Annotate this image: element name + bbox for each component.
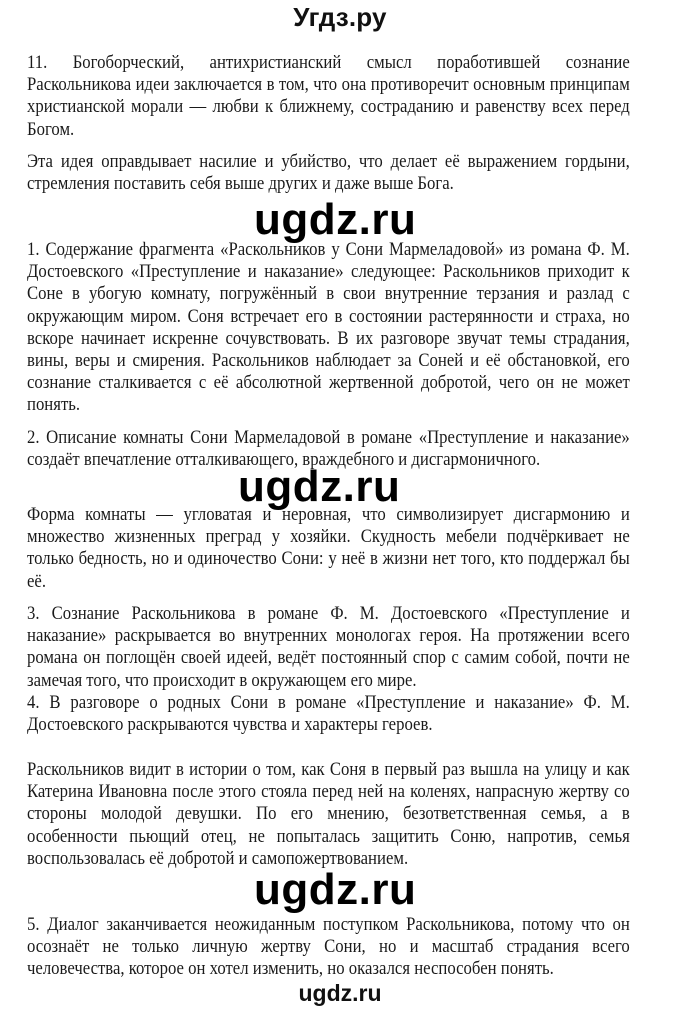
answer-paragraph-4: 4. В разговоре о родных Сони в романе «Преступление и наказание» Ф. М. Достоевского раскрываются чувства и характеры героев. bbox=[27, 692, 630, 736]
watermark-logo: ugdz.ru bbox=[254, 865, 417, 914]
answer-paragraph-11: 11. Богоборческий, антихристианский смысл поработившей сознание Раскольникова идеи заключается в том, что она противоречит основным принципам христианской морали — любви к ближнему, состраданию и равенству всех перед Богом. bbox=[27, 52, 630, 140]
watermark-logo: ugdz.ru bbox=[238, 462, 401, 511]
answer-paragraph-2: 2. Описание комнаты Сони Мармеладовой в романе «Преступление и наказание» создаёт впечатление отталкивающего, враждебного и дисгармоничного. bbox=[27, 427, 630, 471]
answer-paragraph-11-continued: Эта идея оправдывает насилие и убийство, что делает её выражением гордыни, стремления поставить себя выше других и даже выше Бога. bbox=[27, 151, 630, 195]
answer-paragraph-2-continued: Форма комнаты — угловатая и неровная, что символизирует дисгармонию и множество жизненных преград у хозяйки. Скудность мебели подчёркивает не только бедность, но и одиночество Сони: у неё в жизни нет того, кто поддержал бы её. bbox=[27, 504, 630, 592]
answer-paragraph-4-continued: Раскольников видит в истории о том, как Соня в первый раз вышла на улицу и как Катерина Ивановна после этого стояла перед ней на коленях, напрасную жертву со стороны молодой девушки. По его мнению, безответственная семья, а в особенности пьющий отец, не попыталась защитить Соню, напротив, семья воспользовалась её добротой и самопожертвованием. bbox=[27, 759, 630, 869]
answer-paragraph-5: 5. Диалог заканчивается неожиданным поступком Раскольникова, потому что он осознаёт не только личную жертву Сони, но и масштаб страдания всего человечества, которое он хотел изменить, но оказался неспособен понять. bbox=[27, 914, 630, 980]
answer-paragraph-1: 1. Содержание фрагмента «Раскольников у Сони Мармеладовой» из романа Ф. М. Достоевского «Преступление и наказание» следующее: Раскольников приходит к Соне в убогую комнату, погружённый в свои внутренние терзания и разлад с окружающим миром. Соня встречает его в состоянии растерянности и страха, но вскоре начинает искренне сочувствовать. В их разговоре звучат темы страдания, вины, веры и смирения. Раскольников наблюдает за Соней и её обстановкой, его сознание сталкивается с её абсолютной жертвенной добротой, чего он не может понять. bbox=[27, 239, 630, 416]
site-footer-link[interactable]: ugdz.ru bbox=[298, 980, 382, 1006]
site-title: Угдз.ру bbox=[293, 2, 387, 32]
answer-paragraph-3: 3. Сознание Раскольникова в романе Ф. М. Достоевского «Преступление и наказание» раскрывается во внутренних монологах героя. На протяжении всего романа он поглощён своей идеей, ведёт постоянный спор с самим собой, почти не замечая того, что происходит в окружающем его мире. bbox=[27, 603, 630, 691]
watermark-logo: ugdz.ru bbox=[254, 195, 417, 244]
